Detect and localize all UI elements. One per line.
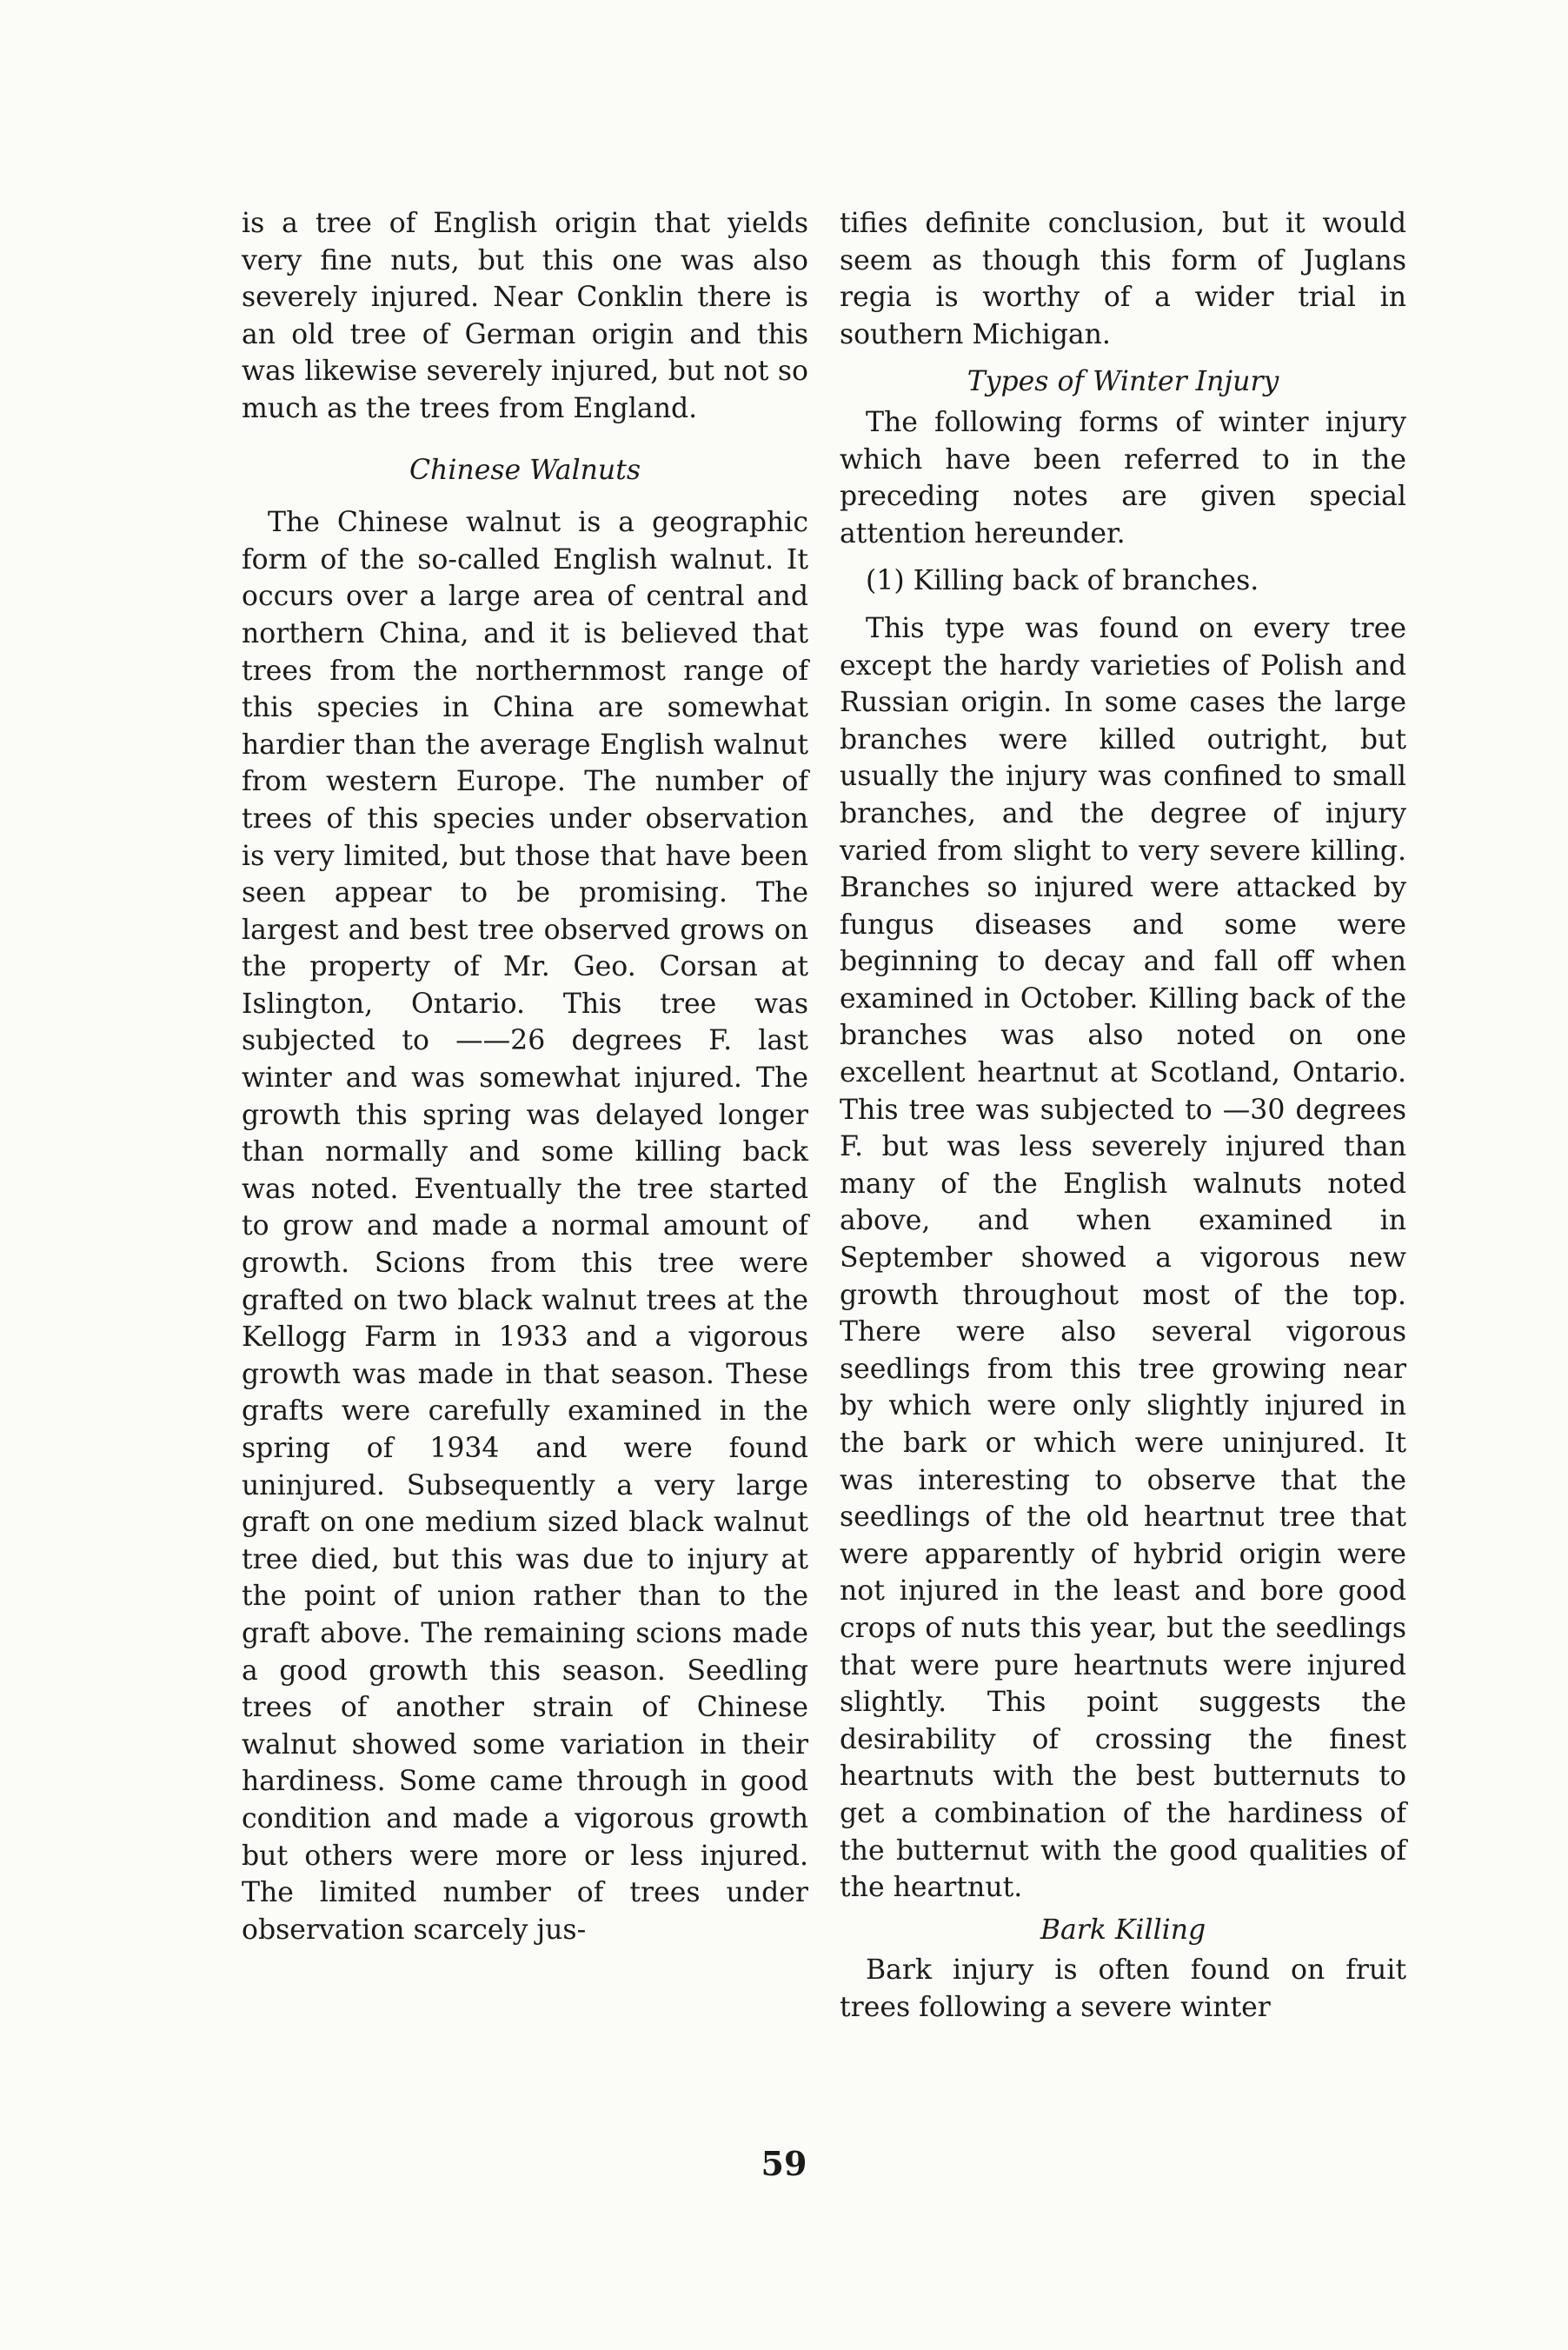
page-number: 59 [761,2144,807,2183]
bark-killing-paragraph: Bark injury is often found on fruit trees following a severe winter [840,1954,1406,2023]
winter-injury-intro-paragraph: The following forms of winter injury which have been referred to in the preceding notes are given special attention hereunder. [840,406,1406,549]
left-continued-paragraph: is a tree of English origin that yields very fine nuts, but this one was also severely injured. Near Conklin there is an old tree of German origin and this was likewise severely injured, but not so much as the trees from England. [242,208,808,424]
right-column [840,205,1406,2027]
bark-killing-heading: Bark Killing [1040,1914,1206,1946]
types-of-winter-injury-heading: Types of Winter Injury [967,366,1279,398]
chinese-walnuts-paragraph: The Chinese walnut is a geographic form of the so-called English walnut. It occurs over a large area of central and northern China, and it is believed that trees from the northernmost range of this species in China are somewhat hardier than the average English walnut from western Europe. The number of trees of this species under observation is very limited, but those that have been seen appear to be promising. The largest and best tree observed grows on the property of Mr. Geo. Corsan at Islington, Ontario. This tree was subjected to ——26 degrees F. last winter and was somewhat injured. The growth this spring was delayed longer than normally and some killing back was noted. Eventually the tree started to grow and made a normal amount of growth. Scions from this tree were grafted on two black walnut trees at the Kellogg Farm in 1933 and a vigorous growth was made in that season. These grafts were carefully examined in the spring of 1934 and were found uninjured. Subsequently a very large graft on one medium sized black walnut tree died, but this was due to injury at the point of union rather than to the graft above. The remaining scions made a good growth this season. Seedling trees of another strain of Chinese walnut showed some variation in their hardiness. Some came through in good condition and made a vigorous growth but others were more or less injured. The limited number of trees under observation scarcely jus- [242,507,808,1946]
left-column [242,205,808,1948]
right-continued-paragraph: tifies definite conclusion, but it would seem as though this form of Juglans regia is worthy of a wider trial in southern Michigan. [840,208,1406,350]
killing-back-paragraph: This type was found on every tree except the hardy varieties of Polish and Russian origin. In some cases the large branches were killed outright, but usually the injury was confined to small branches, and the degree of injury varied from slight to very severe killing. Branches so injured were attacked by fungus diseases and some were beginning to decay and fall off when examined in October. Killing back of the branches was also noted on one excellent heartnut at Scotland, Ontario. This tree was subjected to —30 degrees F. but was less severely injured than many of the English walnuts noted above, and when examined in September showed a vigorous new growth throughout most of the top. There were also several vigorous seedlings from this tree growing near by which were only slightly injured in the bark or which were uninjured. It was interesting to observe that the seedlings of the old heartnut tree that were apparently of hybrid origin were not injured in the least and bore good crops of nuts this year, but the seedlings that were pure heartnuts were injured slightly. This point suggests the desirability of crossing the finest heartnuts with the best butternuts to get a combination of the hardiness of the butternut with the good qualities of the heartnut. [840,612,1406,1904]
chinese-walnuts-heading: Chinese Walnuts [409,454,641,486]
killing-back-item: (1) Killing back of branches. [866,565,1259,597]
